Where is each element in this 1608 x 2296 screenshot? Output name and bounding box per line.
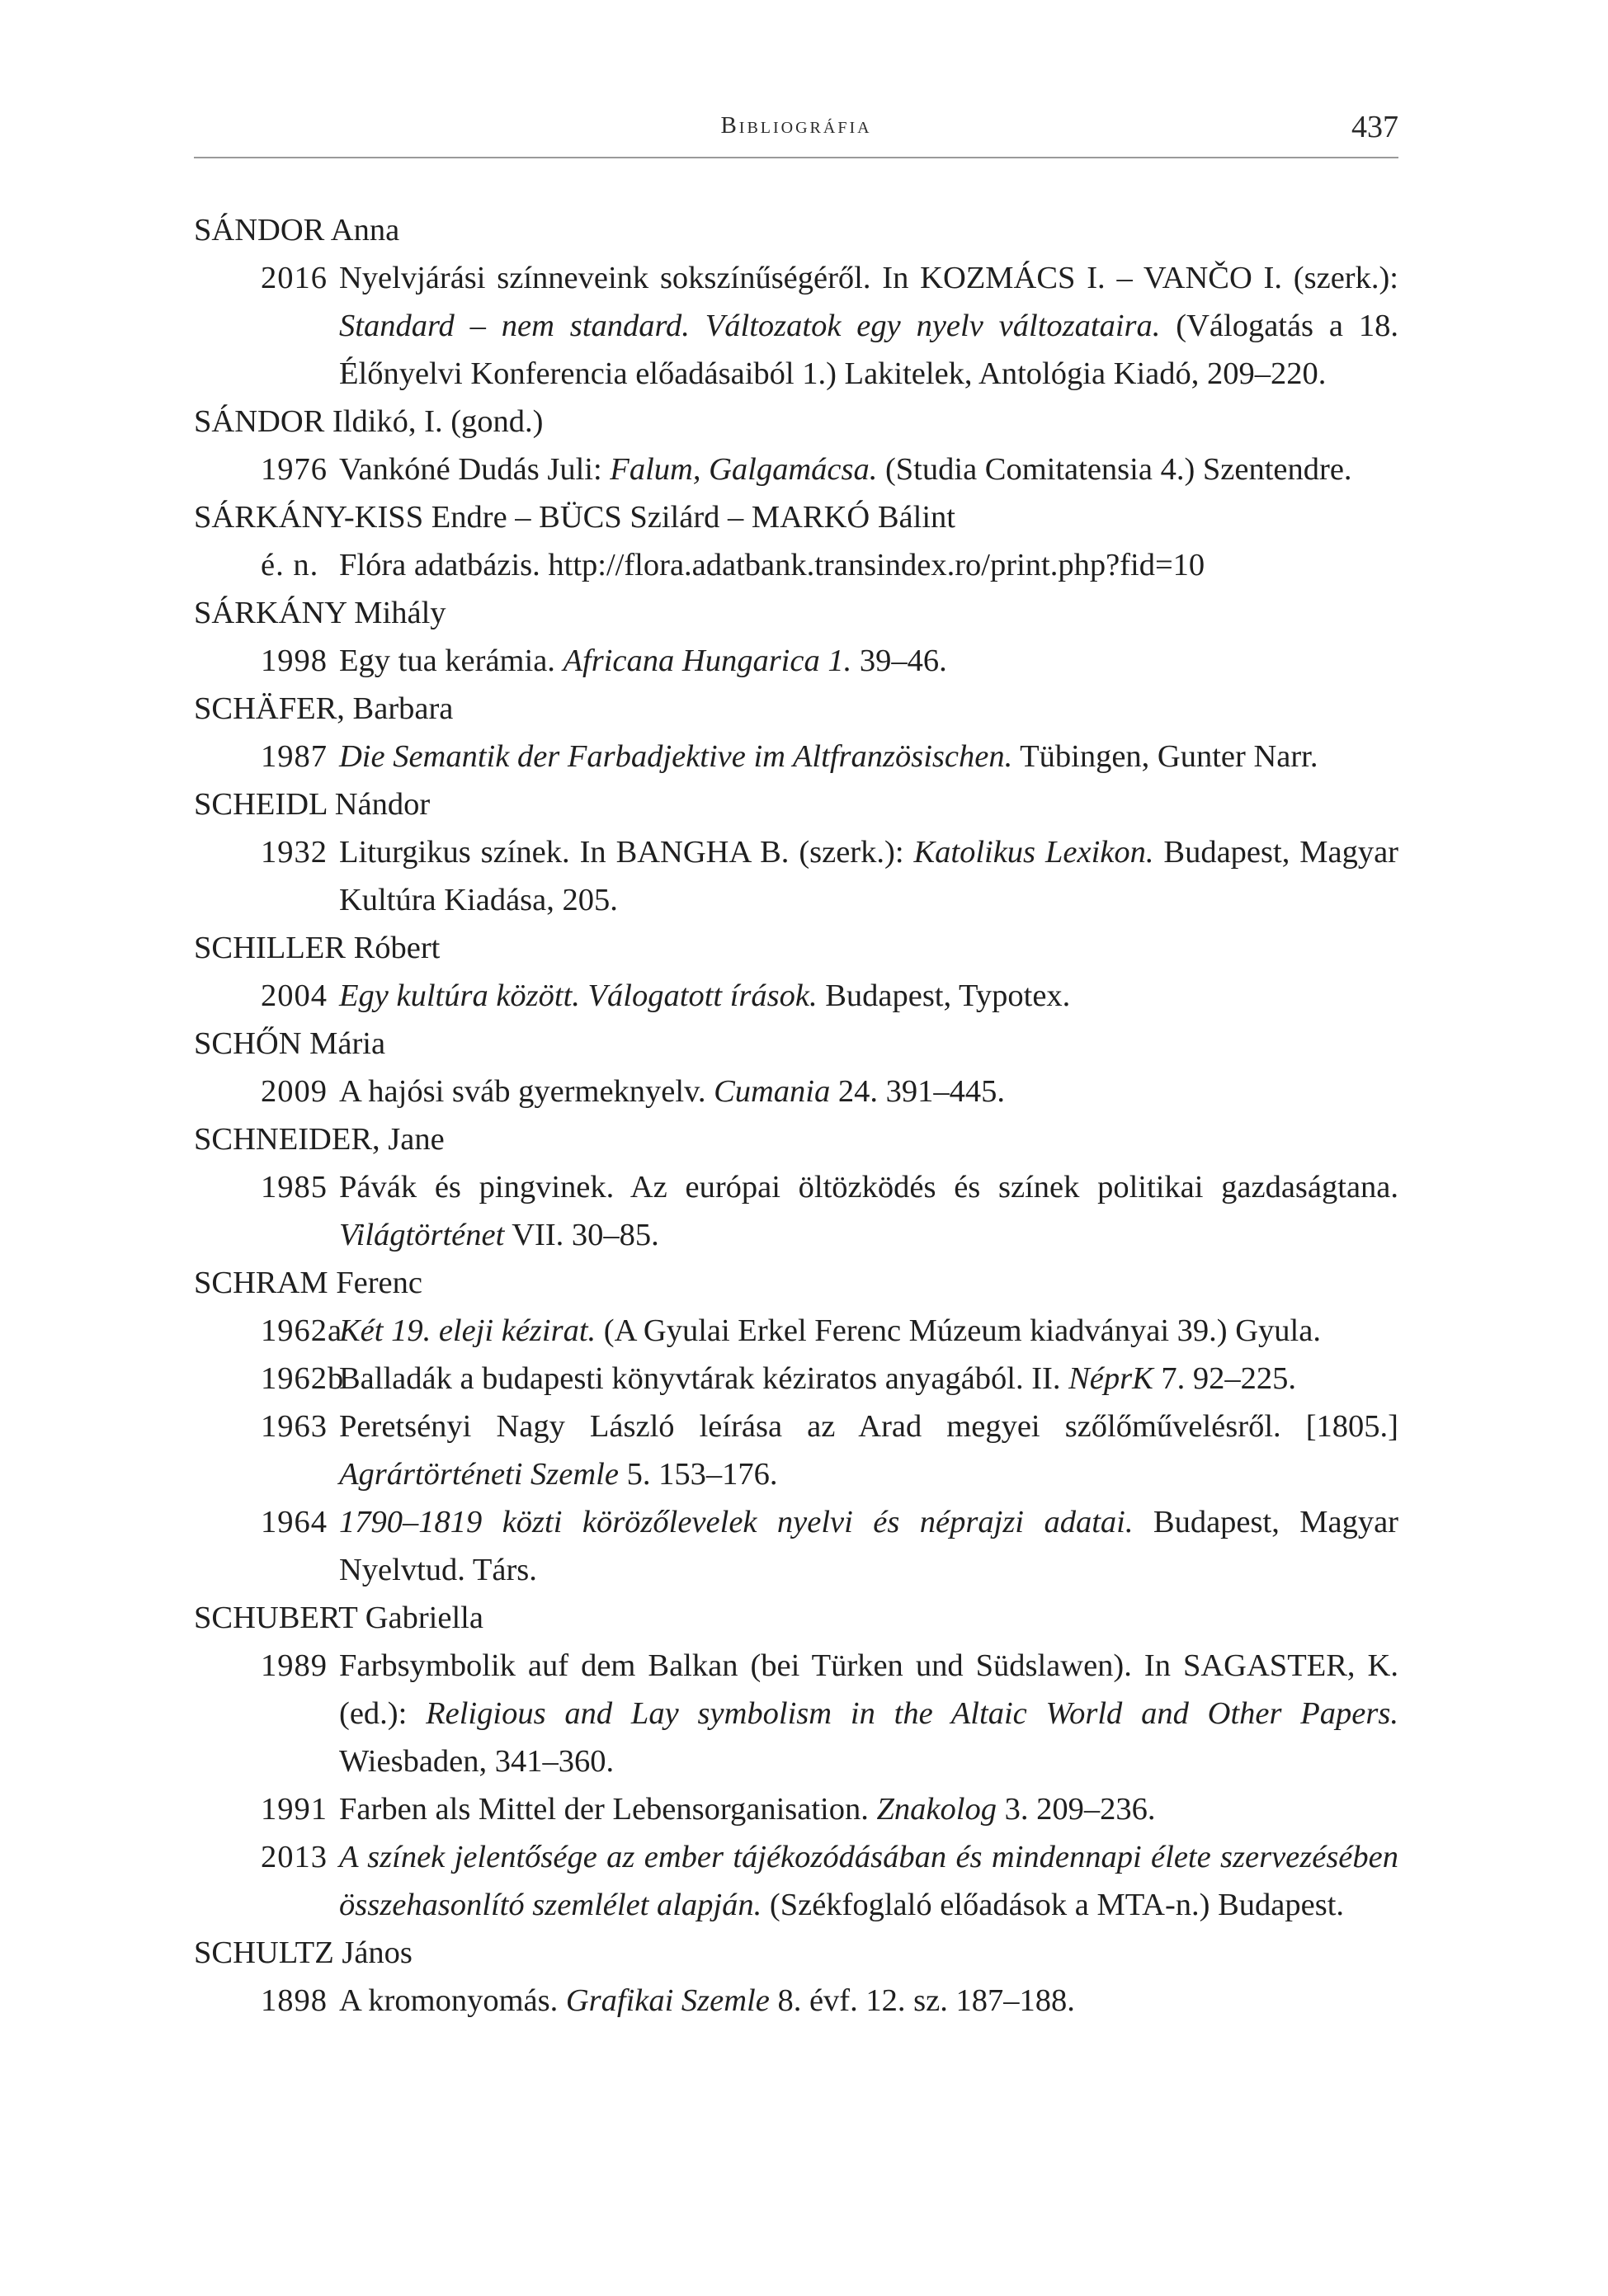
entry-year-label: 1963 xyxy=(261,1409,328,1444)
entry-year xyxy=(194,733,339,780)
bibliography-entry xyxy=(194,972,1398,1020)
bibliography-entry xyxy=(194,1498,1398,1594)
entry-text-segment: A kromonyomás. xyxy=(339,1983,566,2018)
entry-title-italic: Znakolog xyxy=(876,1792,997,1827)
bibliography-entry xyxy=(194,1163,1398,1259)
entry-text-segment: Vankóné Dudás Juli: xyxy=(339,452,611,487)
entry-year-label: 1985 xyxy=(261,1170,328,1205)
entry-text-segment: 5. 153–176. xyxy=(618,1457,778,1492)
entry-text xyxy=(339,733,1398,780)
entry-year xyxy=(194,972,339,1020)
entry-text xyxy=(339,1642,1398,1785)
entry-text-segment: Balladák a budapesti könyvtárak kéziratos anyagából. II. xyxy=(339,1361,1069,1396)
entry-text-segment: 7. 92–225. xyxy=(1153,1361,1297,1396)
entry-title-italic: Két 19. eleji kézirat. xyxy=(339,1313,597,1348)
running-header xyxy=(194,106,1398,158)
entry-title-italic: Die Semantik der Farbadjektive im Altfranzösischen. xyxy=(339,739,1013,774)
entry-text-segment: VII. 30–85. xyxy=(504,1218,659,1252)
entry-text-segment: (A Gyulai Erkel Ferenc Múzeum kiadványai 39.) Gyula. xyxy=(596,1313,1321,1348)
entry-year-label: 1962a xyxy=(261,1313,343,1348)
entry-title-italic: Agrártörténeti Szemle xyxy=(339,1457,619,1492)
bibliography-entry xyxy=(194,446,1398,493)
bibliography-entry xyxy=(194,1977,1398,2025)
entry-year xyxy=(194,1068,339,1115)
entry-year xyxy=(194,1403,339,1498)
entry-text-segment: Budapest, Magyar Nyelvtud. Társ. xyxy=(339,1505,1398,1587)
entry-year xyxy=(194,1498,339,1594)
entry-text xyxy=(339,828,1398,924)
page-number: 437 xyxy=(1351,110,1398,144)
author-name: SCHNEIDER, Jane xyxy=(194,1122,445,1157)
entry-year xyxy=(194,446,339,493)
entry-year-label: 2016 xyxy=(261,261,328,295)
entry-title-italic: Grafikai Szemle xyxy=(565,1983,770,2018)
entry-year xyxy=(194,1307,343,1355)
author-name: SCHUBERT Gabriella xyxy=(194,1601,483,1635)
entry-year-label: 2013 xyxy=(261,1840,328,1874)
entry-title-italic: Standard – nem standard. Változatok egy nyelv változataira. xyxy=(339,309,1161,343)
entry-year-label: 1976 xyxy=(261,452,328,487)
entry-text-segment: (Székfoglaló előadások a MTA-n.) Budapest. xyxy=(762,1888,1345,1922)
entry-year xyxy=(194,1785,339,1833)
bibliography-entry xyxy=(194,254,1398,398)
author-name: SÁNDOR Ildikó, I. (gond.) xyxy=(194,404,544,439)
entry-text xyxy=(339,1833,1398,1929)
entry-text-segment: Tübingen, Gunter Narr. xyxy=(1012,739,1318,774)
entry-text xyxy=(339,541,1398,589)
entry-title-italic: Egy kultúra között. Válogatott írások. xyxy=(339,978,818,1013)
entry-year xyxy=(194,637,339,685)
author-name: SCHRAM Ferenc xyxy=(194,1266,422,1300)
entry-text-segment: Budapest, Magyar Kultúra Kiadása, 205. xyxy=(339,835,1398,917)
entry-text-segment: Liturgikus színek. In BANGHA B. (szerk.): xyxy=(339,835,914,870)
entry-text-segment: 8. évf. 12. sz. 187–188. xyxy=(769,1983,1075,2018)
entry-year xyxy=(194,1977,339,2025)
entry-text-segment: (Studia Comitatensia 4.) Szentendre. xyxy=(877,452,1352,487)
entry-year-label: 1932 xyxy=(261,835,328,870)
entry-text-segment: A hajósi sváb gyermeknyelv. xyxy=(339,1074,714,1109)
bibliography-entry xyxy=(194,733,1398,780)
entry-year-label: 1898 xyxy=(261,1983,328,2018)
bibliography-entry xyxy=(194,1785,1398,1833)
bibliography-entry xyxy=(194,1642,1398,1785)
bibliography-entry xyxy=(194,1355,1398,1403)
entry-text-segment: 24. 391–445. xyxy=(830,1074,1006,1109)
entry-year-label: 1991 xyxy=(261,1792,328,1827)
entry-year-label: 1964 xyxy=(261,1505,328,1539)
running-header-title: Bibliográfia xyxy=(720,112,872,139)
entry-text-segment: Egy tua kerámia. xyxy=(339,644,564,678)
entry-year-label: 2009 xyxy=(261,1074,328,1109)
entry-text xyxy=(339,1498,1398,1594)
entry-text-segment: Farben als Mittel der Lebensorganisation. xyxy=(339,1792,877,1827)
entry-text-segment: Budapest, Typotex. xyxy=(817,978,1071,1013)
author-name: SCHEIDL Nándor xyxy=(194,787,431,822)
entry-year-label: 1998 xyxy=(261,644,328,678)
entry-text xyxy=(339,446,1398,493)
entry-text-segment: Farbsymbolik auf dem Balkan (bei Türken und Südslawen). In SAGASTER, K. (ed.): xyxy=(339,1648,1398,1731)
entry-title-italic: NéprK xyxy=(1068,1361,1153,1396)
entry-text xyxy=(339,254,1398,398)
bibliography-entry xyxy=(194,541,1398,589)
entry-title-italic: Falum, Galgamácsa. xyxy=(610,452,878,487)
bibliography-list xyxy=(194,206,1398,2025)
entry-title-italic: Africana Hungarica 1. xyxy=(563,644,852,678)
entry-text-segment: Pávák és pingvinek. Az európai öltözködés és színek politikai gazdaságtana. xyxy=(339,1170,1398,1205)
entry-year xyxy=(194,1642,339,1785)
entry-title-italic: Cumania xyxy=(714,1074,831,1109)
author-name: SCHILLER Róbert xyxy=(194,931,441,965)
author-name: SÁRKÁNY-KISS Endre – BÜCS Szilárd – MARKÓ Bálint xyxy=(194,500,955,535)
entry-text-segment: (Válogatás a 18. Élőnyelvi Konferencia előadásaiból 1.) Lakitelek, Antológia Kiadó, 209–220. xyxy=(339,309,1399,391)
author-name: SÁRKÁNY Mihály xyxy=(194,596,446,630)
author-name: SCHÄFER, Barbara xyxy=(194,691,454,726)
bibliography-entry xyxy=(194,1307,1398,1355)
entry-text-segment: Nyelvjárási színneveink sokszínűségéről. In KOZMÁCS I. – VANČO I. (szerk.): xyxy=(339,261,1398,295)
entry-text-segment: Flóra adatbázis. http://flora.adatbank.transindex.ro/print.php?fid=10 xyxy=(339,548,1205,582)
entry-text xyxy=(339,1068,1398,1115)
entry-title-italic: 1790–1819 közti körözőlevelek nyelvi és néprajzi adatai. xyxy=(339,1505,1134,1539)
entry-text xyxy=(339,1785,1398,1833)
author-name: SCHULTZ János xyxy=(194,1935,413,1970)
entry-text-segment: Wiesbaden, 341–360. xyxy=(339,1744,615,1779)
entry-year xyxy=(194,1163,339,1259)
entry-title-italic: Világtörténet xyxy=(339,1218,505,1252)
entry-text xyxy=(339,972,1398,1020)
author-name: SÁNDOR Anna xyxy=(194,213,400,248)
entry-text xyxy=(339,1977,1398,2025)
entry-text-segment: 3. 209–236. xyxy=(996,1792,1156,1827)
bibliography-entry xyxy=(194,637,1398,685)
author-name: SCHŐN Mária xyxy=(194,1026,386,1061)
entry-text xyxy=(339,1307,1398,1355)
entry-year-label: 1989 xyxy=(261,1648,328,1683)
entry-year-label: 1962b xyxy=(261,1361,345,1396)
bibliography-entry xyxy=(194,1403,1398,1498)
entry-text-segment: Peretsényi Nagy László leírása az Arad megyei szőlőművelésről. [1805.] xyxy=(339,1409,1398,1444)
entry-title-italic: A színek jelentősége az ember tájékozódásában és mindennapi élete szervezésében összehasonlító szemlélet alapján. xyxy=(339,1840,1398,1922)
entry-year xyxy=(194,1833,339,1929)
bibliography-entry xyxy=(194,1068,1398,1115)
entry-year-label: é. n. xyxy=(261,548,319,582)
entry-title-italic: Religious and Lay symbolism in the Altaic World and Other Papers. xyxy=(426,1696,1398,1731)
bibliography-entry xyxy=(194,828,1398,924)
entry-text xyxy=(339,1355,1398,1403)
entry-title-italic: Katolikus Lexikon. xyxy=(913,835,1154,870)
entry-year-label: 2004 xyxy=(261,978,328,1013)
entry-year xyxy=(194,1355,345,1403)
entry-year xyxy=(194,828,339,924)
entry-year xyxy=(194,254,339,398)
entry-year-label: 1987 xyxy=(261,739,328,774)
entry-year xyxy=(194,541,339,589)
entry-text xyxy=(339,637,1398,685)
entry-text-segment: 39–46. xyxy=(851,644,947,678)
bibliography-entry xyxy=(194,1833,1398,1929)
entry-text xyxy=(339,1403,1398,1498)
entry-text xyxy=(339,1163,1398,1259)
